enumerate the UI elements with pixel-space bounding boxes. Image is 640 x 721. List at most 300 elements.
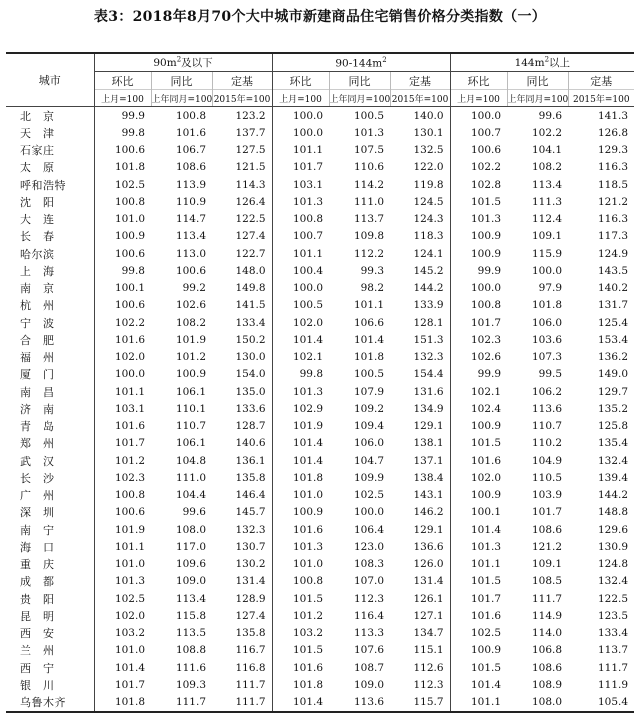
index-value: 145.7 (235, 506, 266, 519)
index-value: 101.8 (94, 694, 151, 712)
index-value: 106.1 (175, 437, 206, 450)
index-value: 103.9 (531, 489, 563, 502)
city-name: 南 昌 (20, 385, 55, 399)
table-row (6, 245, 634, 262)
index-value: 101.2 (175, 351, 206, 364)
index-value: 115.9 (531, 247, 563, 260)
subcolumn-header: 定基 (390, 72, 450, 90)
index-value: 100.8 (272, 211, 329, 228)
index-value: 102.6 (175, 299, 206, 312)
subcolumn-header: 同比 (151, 72, 212, 90)
index-value: 103.2 (94, 625, 151, 642)
city-name: 昆 明 (20, 609, 55, 623)
index-value: 113.3 (353, 627, 385, 640)
group-label-sup: 2 (382, 55, 387, 64)
index-value: 100.9 (450, 228, 507, 245)
index-value: 108.2 (531, 161, 563, 174)
city-name: 济 南 (20, 402, 55, 416)
index-value: 109.1 (531, 230, 563, 243)
index-value: 101.4 (272, 452, 329, 469)
table-row (6, 280, 634, 297)
index-value: 101.7 (531, 506, 563, 519)
table-row (6, 418, 634, 435)
city-name: 福 州 (20, 351, 55, 365)
city-name: 贵 阳 (20, 592, 55, 606)
index-value: 108.6 (531, 661, 563, 674)
table-row (6, 176, 634, 193)
index-value: 146.4 (235, 489, 266, 502)
index-value: 128.9 (235, 592, 266, 605)
index-value: 132.3 (235, 523, 266, 536)
city-name: 天 津 (20, 126, 55, 140)
index-value: 101.3 (450, 211, 507, 228)
index-value: 109.6 (175, 558, 206, 571)
index-value: 111.6 (175, 661, 206, 674)
index-value: 102.5 (450, 625, 507, 642)
index-value: 98.2 (360, 282, 385, 295)
index-value: 100.9 (175, 368, 206, 381)
city-name: 长 春 (20, 230, 55, 244)
index-value: 106.6 (353, 316, 385, 329)
index-value: 148.0 (235, 264, 266, 277)
index-value: 131.4 (413, 575, 444, 588)
index-value: 100.8 (94, 487, 151, 504)
city-name: 南 京 (20, 282, 55, 296)
index-value: 116.8 (235, 661, 266, 674)
group-label-suffix: 及以下 (181, 57, 213, 69)
index-value: 101.1 (450, 556, 507, 573)
index-value: 104.9 (531, 454, 563, 467)
index-value: 141.3 (597, 109, 629, 122)
city-name: 广 州 (20, 489, 55, 503)
index-value: 106.0 (531, 316, 563, 329)
index-value: 118.5 (597, 178, 629, 191)
city-name: 厦 门 (20, 368, 55, 382)
index-value: 102.4 (450, 400, 507, 417)
index-value: 100.8 (94, 193, 151, 210)
index-value: 130.0 (235, 351, 266, 364)
index-value: 134.9 (413, 402, 444, 415)
index-value: 130.9 (597, 540, 629, 553)
base-header-row (6, 90, 634, 107)
index-value: 114.0 (531, 627, 563, 640)
index-value: 154.4 (413, 368, 444, 381)
index-value: 124.5 (413, 195, 444, 208)
table-row (6, 331, 634, 348)
index-value: 129.3 (597, 144, 629, 157)
index-value: 101.4 (353, 333, 385, 346)
subcolumn-header-row (6, 72, 634, 90)
index-value: 100.0 (272, 280, 329, 297)
index-value: 129.1 (413, 523, 444, 536)
index-value: 101.7 (450, 314, 507, 331)
index-value: 99.8 (94, 124, 151, 141)
index-value: 125.8 (597, 420, 629, 433)
index-value: 100.8 (450, 297, 507, 314)
index-value: 143.1 (413, 489, 444, 502)
index-value: 101.6 (272, 659, 329, 676)
index-value: 135.8 (235, 627, 266, 640)
index-value: 99.8 (272, 366, 329, 383)
index-value: 103.1 (94, 400, 151, 417)
index-value: 130.7 (235, 540, 266, 553)
index-value: 108.7 (353, 661, 385, 674)
index-value: 101.5 (450, 435, 507, 452)
index-value: 134.7 (413, 627, 444, 640)
index-value: 106.0 (353, 437, 385, 450)
index-value: 101.3 (272, 383, 329, 400)
base-period-header: 2015年=100 (390, 90, 450, 107)
city-name: 西 宁 (20, 661, 55, 675)
index-value: 113.6 (531, 402, 563, 415)
city-name: 石家庄 (20, 144, 55, 158)
index-value: 100.9 (450, 487, 507, 504)
city-name: 银 川 (20, 678, 55, 692)
index-value: 101.6 (175, 126, 206, 139)
index-value: 100.0 (450, 280, 507, 297)
base-period-header: 上年同月=100 (329, 90, 390, 107)
base-period-header: 上年同月=100 (151, 90, 212, 107)
index-value: 110.9 (175, 195, 206, 208)
index-value: 100.6 (450, 142, 507, 159)
subcolumn-header: 定基 (212, 72, 272, 90)
index-value: 101.0 (94, 642, 151, 659)
index-value: 100.0 (450, 107, 507, 125)
price-index-table (6, 52, 634, 713)
city-name: 南 宁 (20, 523, 55, 537)
index-value: 130.1 (413, 126, 444, 139)
index-value: 136.2 (597, 351, 629, 364)
index-value: 101.4 (94, 659, 151, 676)
index-value: 101.9 (94, 521, 151, 538)
table-row (6, 211, 634, 228)
index-value: 106.2 (531, 385, 563, 398)
index-value: 111.7 (235, 696, 266, 709)
index-value: 150.2 (235, 333, 266, 346)
city-name: 重 庆 (20, 558, 55, 572)
index-value: 101.9 (272, 418, 329, 435)
table-row (6, 556, 634, 573)
index-value: 115.8 (175, 609, 206, 622)
base-period-header: 2015年=100 (568, 90, 634, 107)
index-value: 100.9 (450, 642, 507, 659)
index-value: 113.0 (175, 247, 206, 260)
index-value: 111.0 (353, 195, 385, 208)
index-value: 109.9 (353, 471, 385, 484)
index-value: 130.2 (235, 558, 266, 571)
table-body (6, 107, 634, 712)
index-value: 144.2 (413, 282, 444, 295)
index-value: 113.6 (353, 696, 385, 709)
city-name: 大 连 (20, 213, 55, 227)
index-value: 133.6 (235, 402, 266, 415)
index-value: 110.5 (531, 471, 563, 484)
index-value: 122.0 (413, 161, 444, 174)
index-value: 102.6 (450, 349, 507, 366)
index-value: 100.9 (272, 504, 329, 521)
city-name: 长 沙 (20, 471, 55, 485)
index-value: 102.0 (450, 469, 507, 486)
table-row (6, 487, 634, 504)
index-value: 140.6 (235, 437, 266, 450)
index-value: 101.3 (272, 193, 329, 210)
index-value: 99.6 (538, 109, 563, 122)
city-column-header: 城市 (6, 53, 94, 107)
index-value: 118.3 (413, 230, 444, 243)
index-value: 119.8 (413, 178, 444, 191)
index-value: 138.4 (413, 471, 444, 484)
index-value: 135.4 (597, 437, 629, 450)
index-value: 101.9 (175, 333, 206, 346)
index-value: 110.1 (175, 402, 206, 415)
index-value: 122.5 (597, 592, 629, 605)
index-value: 100.5 (353, 368, 385, 381)
index-value: 111.9 (597, 678, 629, 691)
index-value: 100.4 (272, 262, 329, 279)
index-value: 101.3 (94, 573, 151, 590)
table-row (6, 297, 634, 314)
index-value: 127.1 (413, 609, 444, 622)
index-value: 127.4 (235, 609, 266, 622)
base-period-header: 2015年=100 (212, 90, 272, 107)
subcolumn-header: 同比 (507, 72, 568, 90)
index-value: 101.3 (353, 126, 385, 139)
index-value: 145.2 (413, 264, 444, 277)
index-value: 103.6 (531, 333, 563, 346)
index-value: 100.8 (272, 573, 329, 590)
index-value: 131.7 (597, 299, 629, 312)
city-name: 青 岛 (20, 420, 55, 434)
index-value: 136.6 (413, 540, 444, 553)
index-value: 151.3 (413, 333, 444, 346)
index-value: 126.8 (597, 126, 629, 139)
group-label-sup: 2 (544, 55, 550, 64)
index-value: 154.0 (235, 368, 266, 381)
index-value: 149.0 (597, 368, 629, 381)
index-value: 127.4 (235, 230, 266, 243)
table-row (6, 504, 634, 521)
index-value: 113.4 (531, 178, 563, 191)
index-value: 100.0 (531, 264, 563, 277)
table-title: 表3：2018年8月70个大中城市新建商品住宅销售价格分类指数（一） (93, 9, 547, 25)
index-value: 101.5 (272, 642, 329, 659)
index-value: 122.5 (235, 213, 266, 226)
index-value: 108.8 (175, 644, 206, 657)
index-value: 126.0 (413, 558, 444, 571)
index-value: 132.4 (597, 575, 629, 588)
group-label-suffix: 以上 (549, 57, 571, 69)
table-row (6, 142, 634, 159)
index-value: 114.2 (353, 178, 385, 191)
index-value: 100.7 (272, 228, 329, 245)
index-value: 111.7 (597, 661, 629, 674)
index-value: 101.3 (272, 538, 329, 555)
group-label-base: 90-144m (335, 57, 383, 70)
index-value: 101.4 (450, 521, 507, 538)
index-value: 100.1 (94, 280, 151, 297)
index-value: 100.0 (272, 107, 329, 125)
index-value: 148.8 (597, 506, 629, 519)
index-value: 112.3 (413, 678, 444, 691)
index-value: 101.2 (94, 452, 151, 469)
city-name: 兰 州 (20, 644, 55, 658)
index-value: 116.4 (353, 609, 385, 622)
index-value: 101.7 (94, 676, 151, 693)
index-value: 106.7 (175, 144, 206, 157)
index-value: 117.3 (597, 230, 629, 243)
index-value: 102.0 (94, 349, 151, 366)
index-value: 107.5 (353, 144, 385, 157)
table-row (6, 107, 634, 125)
table-row (6, 590, 634, 607)
table-row (6, 676, 634, 693)
index-value: 141.5 (235, 299, 266, 312)
index-value: 143.5 (597, 264, 629, 277)
index-value: 104.7 (353, 454, 385, 467)
index-value: 113.4 (175, 592, 206, 605)
index-value: 127.5 (235, 144, 266, 157)
index-value: 99.9 (94, 107, 151, 125)
index-value: 101.4 (272, 331, 329, 348)
index-value: 99.2 (182, 282, 206, 295)
group-header-small (94, 53, 272, 72)
index-value: 108.2 (175, 316, 206, 329)
index-value: 129.1 (413, 420, 444, 433)
table-row (6, 262, 634, 279)
index-value: 100.6 (94, 297, 151, 314)
table-row (6, 538, 634, 555)
index-value: 137.7 (235, 126, 266, 139)
index-value: 129.7 (597, 385, 629, 398)
index-value: 139.4 (597, 471, 629, 484)
index-value: 102.3 (94, 469, 151, 486)
index-value: 135.0 (235, 385, 266, 398)
index-value: 112.4 (531, 213, 563, 226)
index-value: 107.3 (531, 351, 563, 364)
index-value: 109.0 (175, 575, 206, 588)
index-value: 138.1 (413, 437, 444, 450)
index-value: 102.0 (272, 314, 329, 331)
index-value: 109.8 (353, 230, 385, 243)
index-value: 107.9 (353, 385, 385, 398)
index-value: 126.1 (413, 592, 444, 605)
index-value: 107.6 (353, 644, 385, 657)
index-value: 100.6 (94, 504, 151, 521)
table-row (6, 452, 634, 469)
index-value: 136.1 (235, 454, 266, 467)
index-value: 123.5 (597, 609, 629, 622)
index-value: 111.3 (531, 195, 563, 208)
base-period-header: 上年同月=100 (507, 90, 568, 107)
index-value: 100.0 (353, 506, 385, 519)
index-value: 100.9 (450, 418, 507, 435)
index-value: 110.2 (531, 437, 563, 450)
table-row (6, 124, 634, 141)
subcolumn-header: 环比 (272, 72, 329, 90)
index-value: 99.9 (450, 262, 507, 279)
index-value: 101.6 (450, 607, 507, 624)
index-value: 112.3 (353, 592, 385, 605)
index-value: 101.6 (272, 521, 329, 538)
city-name: 沈 阳 (20, 195, 55, 209)
index-value: 131.6 (413, 385, 444, 398)
index-value: 101.3 (450, 538, 507, 555)
index-value: 132.3 (413, 351, 444, 364)
header-group-row (6, 53, 634, 72)
group-label-sup: 2 (176, 55, 182, 64)
index-value: 108.3 (353, 558, 385, 571)
index-value: 124.3 (413, 213, 444, 226)
index-value: 99.9 (450, 366, 507, 383)
index-value: 109.2 (353, 402, 385, 415)
index-value: 102.1 (272, 349, 329, 366)
index-value: 108.9 (531, 678, 563, 691)
index-value: 100.6 (175, 264, 206, 277)
city-name: 合 肥 (20, 333, 55, 347)
index-value: 111.0 (175, 471, 206, 484)
index-value: 108.6 (531, 523, 563, 536)
table-row (6, 573, 634, 590)
index-value: 100.5 (353, 109, 385, 122)
index-value: 100.0 (272, 124, 329, 141)
index-value: 108.0 (531, 696, 563, 709)
index-value: 102.5 (94, 590, 151, 607)
index-value: 125.4 (597, 316, 629, 329)
index-value: 149.8 (235, 282, 266, 295)
index-value: 101.4 (272, 435, 329, 452)
index-value: 101.7 (272, 159, 329, 176)
index-value: 114.7 (175, 213, 206, 226)
index-value: 102.1 (450, 383, 507, 400)
index-value: 116.7 (235, 644, 266, 657)
index-value: 101.8 (272, 676, 329, 693)
index-value: 103.1 (272, 176, 329, 193)
city-name: 太 原 (20, 161, 55, 175)
index-value: 108.5 (531, 575, 563, 588)
index-value: 102.2 (94, 314, 151, 331)
city-name: 宁 波 (20, 316, 55, 330)
index-value: 100.0 (94, 366, 151, 383)
index-value: 104.4 (175, 489, 206, 502)
index-value: 101.4 (450, 676, 507, 693)
index-value: 121.2 (531, 540, 563, 553)
subcolumn-header: 定基 (568, 72, 634, 90)
index-value: 129.6 (597, 523, 629, 536)
index-value: 102.2 (531, 126, 563, 139)
index-value: 112.2 (353, 247, 385, 260)
index-value: 103.2 (272, 625, 329, 642)
index-value: 124.1 (413, 247, 444, 260)
index-value: 101.1 (94, 383, 151, 400)
base-period-header: 上月=100 (450, 90, 507, 107)
index-value: 128.7 (235, 420, 266, 433)
index-value: 123.0 (353, 540, 385, 553)
index-value: 101.4 (272, 694, 329, 712)
city-name: 郑 州 (20, 437, 55, 451)
index-value: 135.2 (597, 402, 629, 415)
table-row (6, 383, 634, 400)
table-row (6, 193, 634, 210)
index-value: 114.3 (235, 178, 266, 191)
index-value: 101.5 (450, 659, 507, 676)
index-value: 135.8 (235, 471, 266, 484)
index-value: 101.5 (450, 573, 507, 590)
index-value: 113.7 (597, 644, 629, 657)
index-value: 101.1 (353, 299, 385, 312)
city-name: 乌鲁木齐 (20, 696, 66, 710)
index-value: 137.1 (413, 454, 444, 467)
index-value: 111.7 (531, 592, 563, 605)
